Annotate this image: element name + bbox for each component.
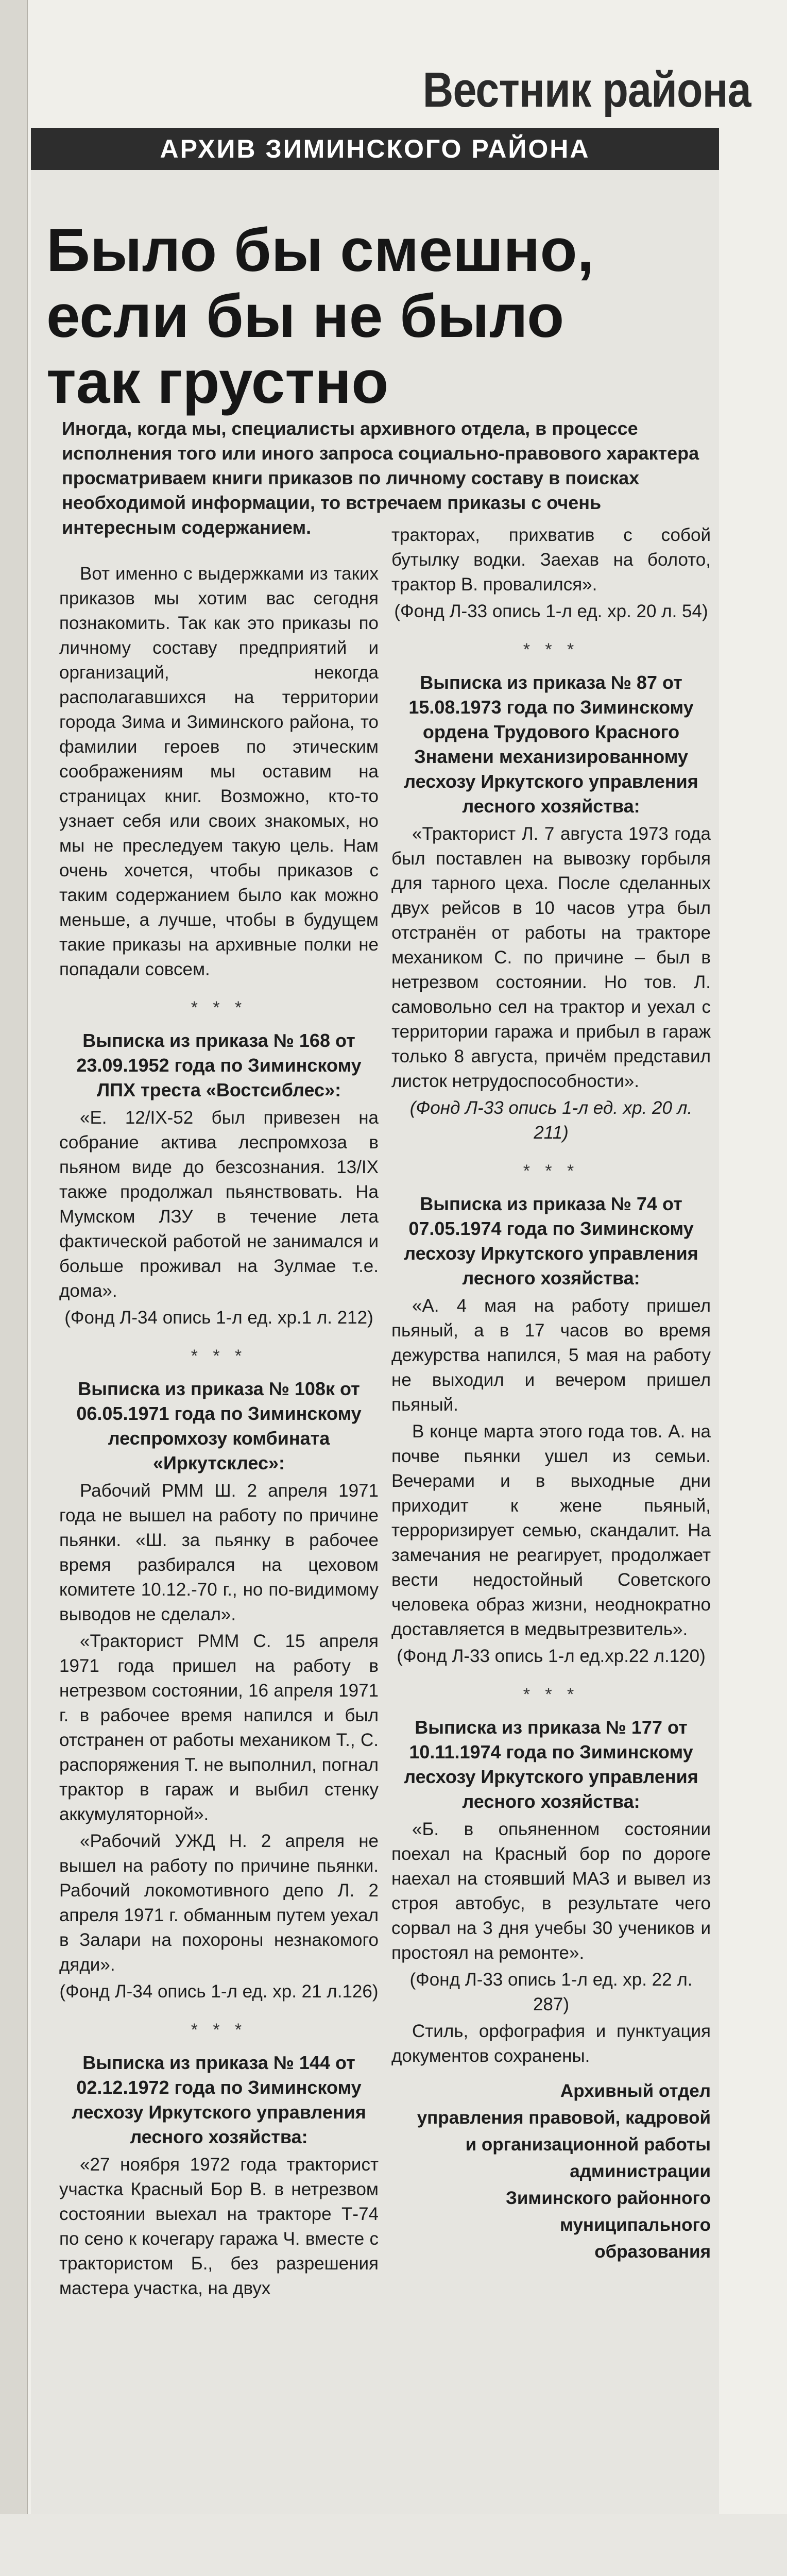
adjacent-page-strip	[0, 0, 28, 2576]
signature-line: администрации	[570, 2161, 711, 2181]
signature-line: Архивный отдел	[560, 2081, 711, 2101]
separator: * * *	[191, 998, 247, 1018]
fond-reference: (Фонд Л-34 опись 1-л ед. хр.1 л. 212)	[64, 1308, 373, 1328]
headline-line-3: так грустно	[46, 348, 389, 416]
excerpt-text-continued: тракторах, прихватив с собой бутылку водки. Заехав на болото, трактор В. провалился».	[391, 525, 711, 595]
excerpt-text: Рабочий РММ Ш. 2 апреля 1971 года не вышел на работу по причине пьянки. «Ш. за пьянку в рабочее время разбирался на цеховом комитете 10.12.-70 г., но по-видимому выводов не сделал».	[59, 1481, 379, 1624]
excerpt-text: «Тракторист РММ С. 15 апреля 1971 года пришел на работу в нетрезвом состоянии, 16 апреля 1971 г. в рабочее время напился и был отстранен от работы механиком Т., С. распоряжения Т. не выполнил, погнал трактор в гараж и выбил стенку аккумуляторной».	[59, 1631, 379, 1824]
excerpt-text: «Рабочий УЖД Н. 2 апреля не вышел на работу по причине пьянки. Рабочий локомотивного депо Л. 2 апреля 1971 г. обманным путем уехал в Залари на похороны незнакомого дяди».	[59, 1831, 379, 1975]
article-block	[31, 170, 719, 2514]
fond-reference: (Фонд Л-33 опись 1-л ед. хр. 20 л. 211)	[409, 1098, 693, 1143]
fond-reference: (Фонд Л-33 опись 1-л ед. хр. 20 л. 54)	[394, 601, 708, 621]
separator: * * *	[523, 1685, 579, 1704]
excerpt-text: «27 ноября 1972 года тракторист участка Красный Бор В. в нетрезвом состоянии выехал на тракторе Т-74 по сено к кочегару гаража Ч. вместе с трактористом Б., без разрешения мастера участка, на двух	[59, 2155, 379, 2298]
separator: * * *	[191, 2020, 247, 2040]
intro-paragraph: Вот именно с выдержками из таких приказов мы хотим вас сегодня познакомить. Так как это приказы по личному составу предприятий и организаций, некогда располагавшихся на территории города Зима и Зиминского района, то фамилии героев по этическим соображениям мы оставим на страницах книг. Возможно, кто-то узнает себя или своих знакомых, но мы не преследуем такую цель. Нам очень хочется, чтобы приказов с таким содержанием было как можно меньше, а лучше, чтобы в будущем такие приказы на архивные полки не попадали совсем.	[59, 564, 379, 979]
article-lead: Иногда, когда мы, специалисты архивного отдела, в процессе исполнения того или иного запроса социально-правового характера просматриваем книги приказов по личному составу в поисках необходимой информации, то встречаем приказы с очень интересным содержанием.	[62, 418, 699, 538]
signature-line: Зиминского районного	[505, 2188, 711, 2208]
signature-line: образования	[594, 2242, 711, 2262]
excerpt-heading: Выписка из приказа № 87 от 15.08.1973 года по Зиминскому ордена Трудового Красного Знамени механизированному лесхозу Иркутского управления лесного хозяйства:	[404, 672, 698, 817]
excerpt-heading: Выписка из приказа № 144 от 02.12.1972 года по Зиминскому лесхозу Иркутского управления лесного хозяйства:	[72, 2052, 366, 2147]
excerpt-heading: Выписка из приказа № 74 от 07.05.1974 года по Зиминскому лесхозу Иркутского управления лесного хозяйства:	[404, 1193, 698, 1289]
signature-line: и организационной работы	[465, 2134, 711, 2155]
headline-line-2: если бы не было	[46, 282, 564, 350]
signature-line: управления правовой, кадровой	[417, 2108, 711, 2128]
separator: * * *	[191, 1346, 247, 1366]
fond-reference: (Фонд Л-33 опись 1-л ед. хр. 22 л. 287)	[409, 1970, 693, 2014]
excerpt-text: «Е. 12/IX-52 был привезен на собрание актива леспромхоза в пьяном виде до безсознания. 13/IX также продолжал пьянствовать. На Мумском ЛЗУ в течение лета фактической работой не занимался и больше проживал на Зулмае т.е. дома».	[59, 1108, 379, 1301]
style-note: Стиль, орфография и пунктуация документов сохранены.	[391, 2021, 711, 2066]
signature-line: муниципального	[560, 2215, 711, 2235]
excerpt-text: «Б. в опьяненном состоянии поехал на Красный бор по дороге наехал на стоявший МАЗ и вывел из строя автобус, в результате чего сорвал на 3 дня учебы 30 учеников и простоял на ремонте».	[391, 1819, 711, 1963]
signature-block	[391, 2078, 711, 2265]
masthead-title: Вестник района	[423, 62, 751, 117]
excerpt-text: «Тракторист Л. 7 августа 1973 года был поставлен на вывозку горбыля для тарного цеха. После сделанных двух рейсов в 10 часов утра был отстранён от работы на тракторе механиком С. по причине – был в нетрезвом состоянии. Но тов. Л. самовольно сел на трактор и уехал с территории гаража и прибыл в гараж только 8 августа, причём представил листок нетрудоспособности».	[391, 824, 711, 1091]
page-bottom-margin	[0, 2514, 787, 2576]
excerpt-text: В конце марта этого года тов. А. на почве пьянки ушел из семьи. Вечерами и в выходные дни приходит к жене пьяный, терроризирует семью, скандалит. На замечания не реагирует, продолжает вести недостойный Советского человека образ жизни, неоднократно доставляется в медвытрезвитель».	[391, 1421, 711, 1639]
fond-reference: (Фонд Л-34 опись 1-л ед. хр. 21 л.126)	[59, 1981, 379, 2002]
excerpt-heading: Выписка из приказа № 177 от 10.11.1974 года по Зиминскому лесхозу Иркутского управления лесного хозяйства:	[404, 1717, 698, 1812]
fond-reference: (Фонд Л-33 опись 1-л ед.хр.22 л.120)	[397, 1646, 706, 1666]
excerpt-heading: Выписка из приказа № 168 от 23.09.1952 года по Зиминскому ЛПХ треста «Востсиблес»:	[76, 1030, 362, 1100]
left-column	[59, 562, 379, 2303]
headline-line-1: Было бы смешно,	[46, 216, 594, 284]
section-rubric: АРХИВ ЗИМИНСКОГО РАЙОНА	[31, 128, 719, 170]
right-column	[391, 523, 711, 2267]
article-headline	[46, 217, 654, 415]
separator: * * *	[523, 640, 579, 659]
excerpt-heading: Выписка из приказа № 108к от 06.05.1971 года по Зиминскому леспромхозу комбината «Иркутсклес»:	[76, 1378, 362, 1473]
separator: * * *	[523, 1161, 579, 1181]
excerpt-text: «А. 4 мая на работу пришел пьяный, а в 17 часов во время дежурства напился, 5 мая на работу не выходил и вечером пришел пьяный.	[391, 1296, 711, 1415]
